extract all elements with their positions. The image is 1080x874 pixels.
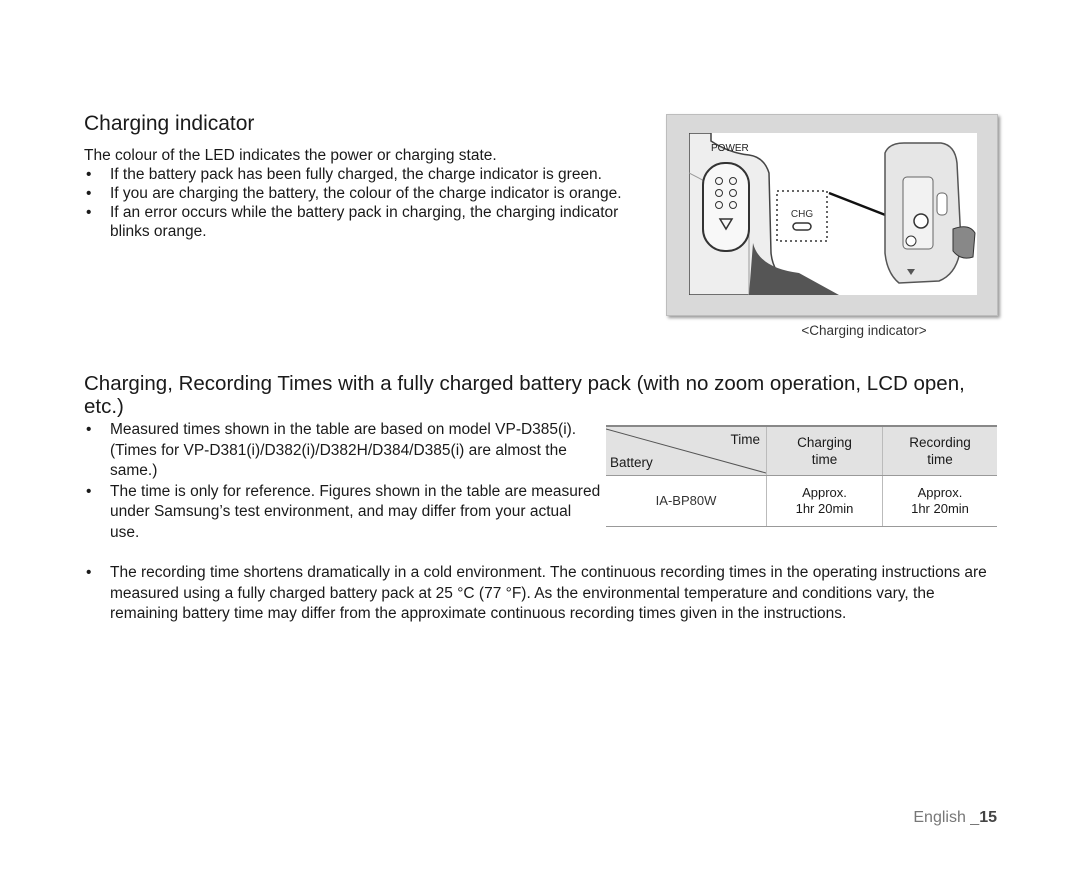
indicator-bullet-list <box>84 165 624 241</box>
recording-notes-list <box>84 420 604 543</box>
bullet-green: • If the battery pack has been fully charged, the charge indicator is green. <box>84 165 624 184</box>
caption-text: <Charging indicator> <box>801 323 927 338</box>
charging-value: 1hr 20min <box>795 501 854 516</box>
note-measured-text: Measured times shown in the table are based on model VP-D385(i). <box>110 421 577 438</box>
battery-time-table <box>606 425 997 527</box>
charging-time-cell <box>767 476 883 527</box>
section-title-recording-times: Charging, Recording Times with a fully charged battery pack (with no zoom operation, LCD open, etc.) <box>84 372 965 418</box>
power-switch-icon <box>703 163 749 251</box>
header-battery: Battery <box>610 455 653 470</box>
recording-time-cell <box>883 476 998 527</box>
image-caption <box>666 323 996 338</box>
intro-paragraph: The colour of the LED indicates the power or charging state. <box>84 147 497 164</box>
note-other-models: (Times for VP-D381(i)/D382(i)/D382H/D384/D385(i) are almost the same.) <box>110 441 567 479</box>
power-label: POWER <box>711 143 749 154</box>
header-charging-line2: time <box>811 452 838 467</box>
header-charging-time <box>767 426 883 476</box>
note-cold-environment: • The recording time shortens dramatically in a cold environment. The continuous recording times in the operating instructions are measured using a fully charged battery pack at 25 °C (77 °F). As the environmental temperature and conditions vary, the remaining battery time may differ from the approximate continuous recording times given in the instructions. <box>84 563 1004 625</box>
camcorder-closeup <box>689 133 977 295</box>
battery-model: IA-BP80W <box>606 476 767 527</box>
camcorder-drawing <box>689 133 977 295</box>
page-footer <box>913 809 997 827</box>
header-time: Time <box>730 432 760 447</box>
charging-approx: Approx. <box>802 485 847 500</box>
header-recording-line2: time <box>927 452 953 467</box>
section-title-charging-indicator: Charging indicator <box>84 112 255 135</box>
note-reference-only: • The time is only for reference. Figures shown in the table are measured under Samsung’s test environment, and may differ from your actual use. <box>84 482 604 544</box>
charging-indicator-illustration <box>666 114 998 316</box>
charging-indicator-text <box>84 146 624 241</box>
table-header-row <box>606 426 997 476</box>
page-number: 15 <box>979 809 997 826</box>
recording-value: 1hr 20min <box>911 501 969 516</box>
bullet-orange: • If you are charging the battery, the colour of the charge indicator is orange. <box>84 184 624 203</box>
recording-approx: Approx. <box>917 485 963 500</box>
footer-language: English _ <box>913 809 980 826</box>
chg-label: CHG <box>790 209 814 220</box>
header-charging-line1: Charging <box>797 435 852 450</box>
cold-environment-note <box>84 563 1004 625</box>
note-measured-times <box>84 420 604 482</box>
led-indicator-icon <box>914 214 928 228</box>
table-row <box>606 476 997 527</box>
header-recording-time <box>883 426 998 476</box>
header-diagonal-cell <box>606 426 767 476</box>
header-recording-line1: Recording <box>909 435 971 450</box>
bullet-blinks-orange: • If an error occurs while the battery pack in charging, the charging indicator blinks orange. <box>84 203 624 241</box>
